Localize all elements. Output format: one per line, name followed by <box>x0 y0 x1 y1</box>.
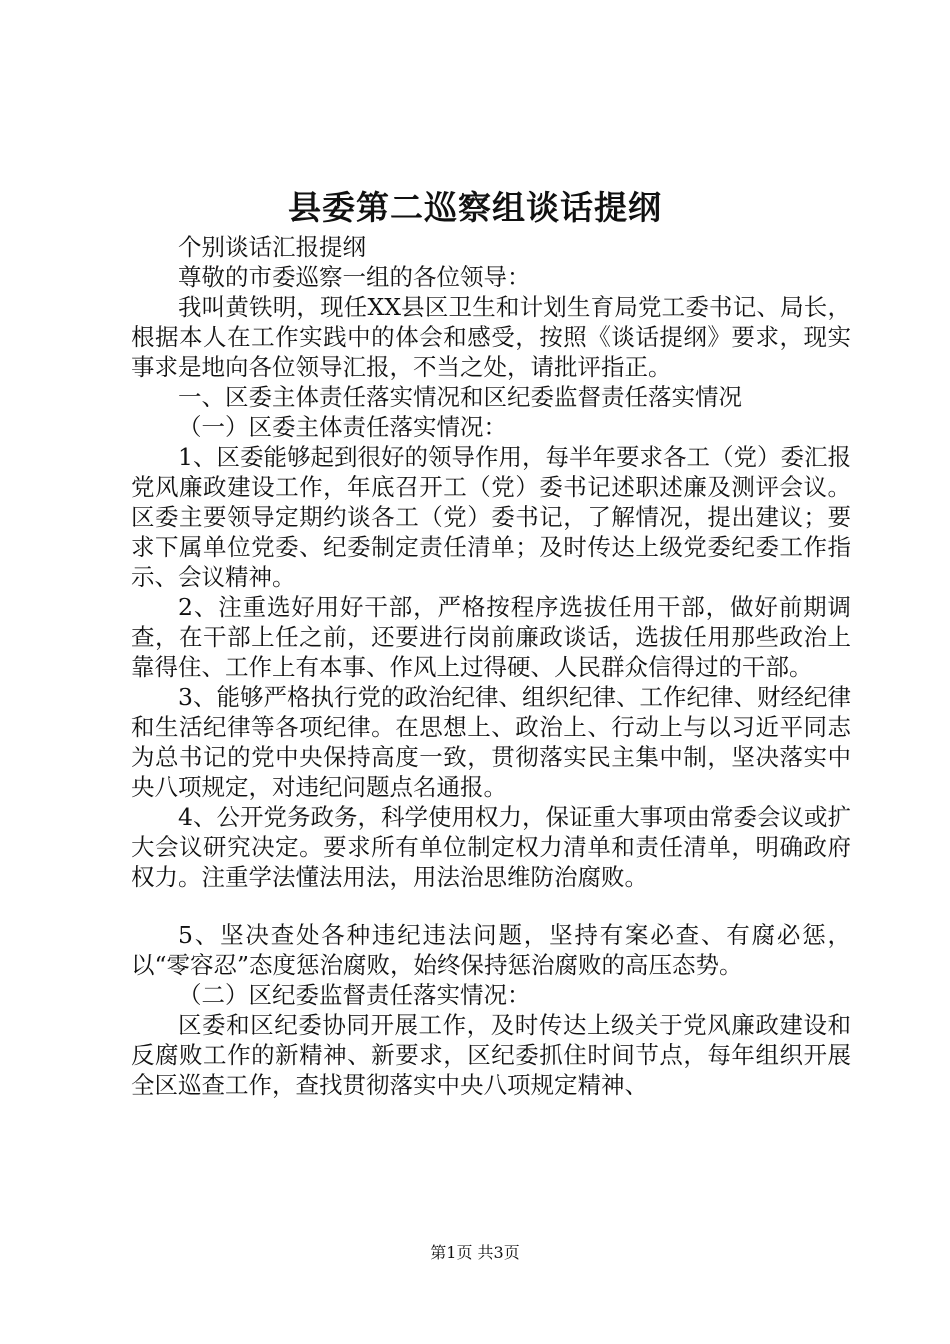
paragraph-item-2: 2、注重选好用好干部，严格按程序选拔任用干部，做好前期调查，在干部上任之前，还要进行岗前廉政谈话，选拔任用那些政治上靠得住、工作上有本事、作风上过得硬、人民群众信得过的干部。 <box>131 593 851 681</box>
section-heading-1: 一、区委主体责任落实情况和区纪委监督责任落实情况 <box>178 383 742 411</box>
paragraph-item-1: 1、区委能够起到很好的领导作用，每半年要求各工（党）委汇报党风廉政建设工作，年底召开工（党）委书记述职述廉及测评会议。区委主要领导定期约谈各工（党）委书记，了解情况，提出建议；要求下属单位党委、纪委制定责任清单；及时传达上级党委纪委工作指示、会议精神。 <box>131 443 851 591</box>
paragraph-salutation: 尊敬的市委巡察一组的各位领导： <box>178 263 531 291</box>
subsection-heading-2: （二）区纪委监督责任落实情况： <box>178 981 531 1009</box>
paragraph-introduction: 我叫黄铁明，现任XX县区卫生和计划生育局党工委书记、局长，根据本人在工作实践中的体会和感受，按照《谈话提纲》要求，现实事求是地向各位领导汇报，不当之处，请批评指正。 <box>131 293 851 381</box>
document-title: 县委第二巡察组谈话提纲 <box>288 188 662 227</box>
paragraph-heading-report: 个别谈话汇报提纲 <box>178 233 366 261</box>
paragraph-item-3: 3、能够严格执行党的政治纪律、组织纪律、工作纪律、财经纪律和生活纪律等各项纪律。在思想上、政治上、行动上与以习近平同志为总书记的党中央保持高度一致，贯彻落实民主集中制，坚决落实中央八项规定，对违纪问题点名通报。 <box>131 683 851 801</box>
subsection-heading-1: （一）区委主体责任落实情况： <box>178 413 507 441</box>
paragraph-item-5: 5、坚决查处各种违纪违法问题，坚持有案必查、有腐必惩，以“零容忍”态度惩治腐败，始终保持惩治腐败的高压态势。 <box>131 921 851 979</box>
page-number-footer: 第1页 共3页 <box>430 1243 520 1262</box>
document-body <box>131 232 851 1100</box>
paragraph-item-4: 4、公开党务政务，科学使用权力，保证重大事项由常委会议或扩大会议研究决定。要求所有单位制定权力清单和责任清单，明确政府权力。注重学法懂法用法，用法治思维防治腐败。 <box>131 803 851 891</box>
paragraph-discipline-commission: 区委和区纪委协同开展工作，及时传达上级关于党风廉政建设和反腐败工作的新精神、新要求，区纪委抓住时间节点，每年组织开展全区巡查工作，查找贯彻落实中央八项规定精神、 <box>131 1011 851 1099</box>
